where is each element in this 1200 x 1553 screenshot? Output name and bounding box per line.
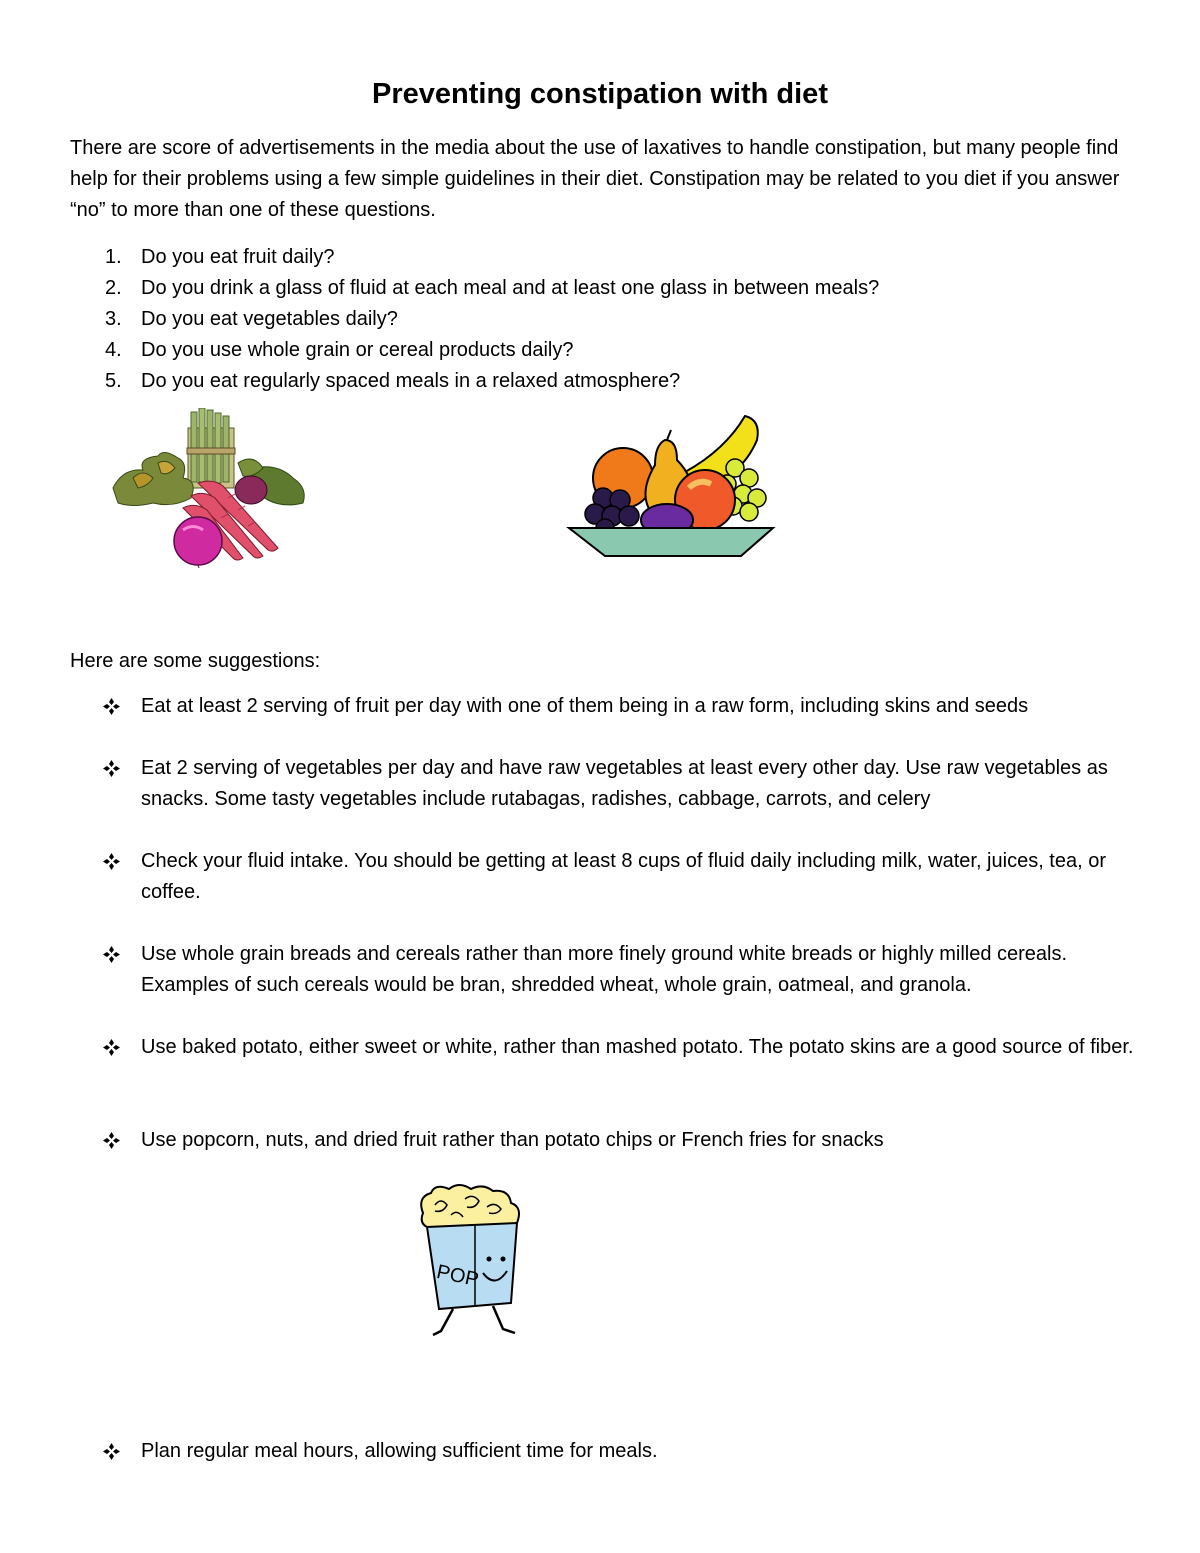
list-item: [70, 335, 1140, 366]
question-text: Do you eat fruit daily?: [141, 246, 335, 268]
list-item: [70, 691, 1140, 722]
four-diamond-bullet-icon: [103, 698, 120, 715]
question-text: Do you drink a glass of fluid at each meal and at least one glass in between meals?: [141, 277, 880, 299]
list-number: 1.: [105, 246, 122, 268]
four-diamond-bullet-icon: [103, 1443, 120, 1460]
list-number: 5.: [105, 370, 122, 392]
list-number: 2.: [105, 277, 122, 299]
four-diamond-bullet-icon: [103, 946, 120, 963]
vegetables-image: [103, 408, 313, 568]
question-text: Do you eat regularly spaced meals in a relaxed atmosphere?: [141, 370, 681, 392]
suggestion-text: Use popcorn, nuts, and dried fruit rather than potato chips or French fries for snacks: [141, 1129, 884, 1151]
list-item: [70, 273, 1140, 304]
popcorn-label: POP: [434, 1260, 481, 1292]
list-item: [70, 304, 1140, 335]
suggestion-text: Plan regular meal hours, allowing sufficient time for meals.: [141, 1440, 658, 1462]
list-number: 3.: [105, 308, 122, 330]
list-item: [70, 1436, 1140, 1467]
list-item: [70, 939, 1140, 1001]
list-item: [70, 1032, 1140, 1063]
list-item: [70, 1125, 1140, 1156]
list-item: [70, 846, 1140, 908]
popcorn-box-image: [413, 1183, 533, 1343]
intro-paragraph: There are score of advertisements in the media about the use of laxatives to handle constipation, but many people find help for their problems using a few simple guidelines in their diet. Constipation may be related to you diet if you answer “no” to more than one of these questions.: [70, 137, 1120, 221]
suggestion-text: Use whole grain breads and cereals rather than more finely ground white breads or highly milled cereals. Examples of such cereals would be bran, shredded wheat, whole grain, oatmeal, and granola.: [141, 943, 1068, 996]
four-diamond-bullet-icon: [103, 853, 120, 870]
suggestion-text: Eat 2 serving of vegetables per day and have raw vegetables at least every other day. Use raw vegetables as snacks. Some tasty vegetables include rutabagas, radishes, cabbage, carrots, and celery: [141, 757, 1108, 810]
suggestion-text: Check your fluid intake. You should be getting at least 8 cups of fluid daily including milk, water, juices, tea, or coffee.: [141, 850, 1106, 903]
suggestions-heading: Here are some suggestions:: [70, 650, 321, 672]
list-item: [70, 753, 1140, 815]
question-text: Do you use whole grain or cereal products daily?: [141, 339, 574, 361]
suggestion-text: Eat at least 2 serving of fruit per day with one of them being in a raw form, including skins and seeds: [141, 695, 1029, 717]
page-title: Preventing constipation with diet: [372, 78, 828, 110]
question-list: [70, 242, 1140, 397]
fruit-bowl-image: [565, 410, 777, 560]
four-diamond-bullet-icon: [103, 760, 120, 777]
list-item: [70, 242, 1140, 273]
four-diamond-bullet-icon: [103, 1132, 120, 1149]
question-text: Do you eat vegetables daily?: [141, 308, 398, 330]
four-diamond-bullet-icon: [103, 1039, 120, 1056]
list-number: 4.: [105, 339, 122, 361]
list-item: [70, 366, 1140, 397]
suggestion-text: Use baked potato, either sweet or white, rather than mashed potato. The potato skins are a good source of fiber.: [141, 1036, 1134, 1058]
